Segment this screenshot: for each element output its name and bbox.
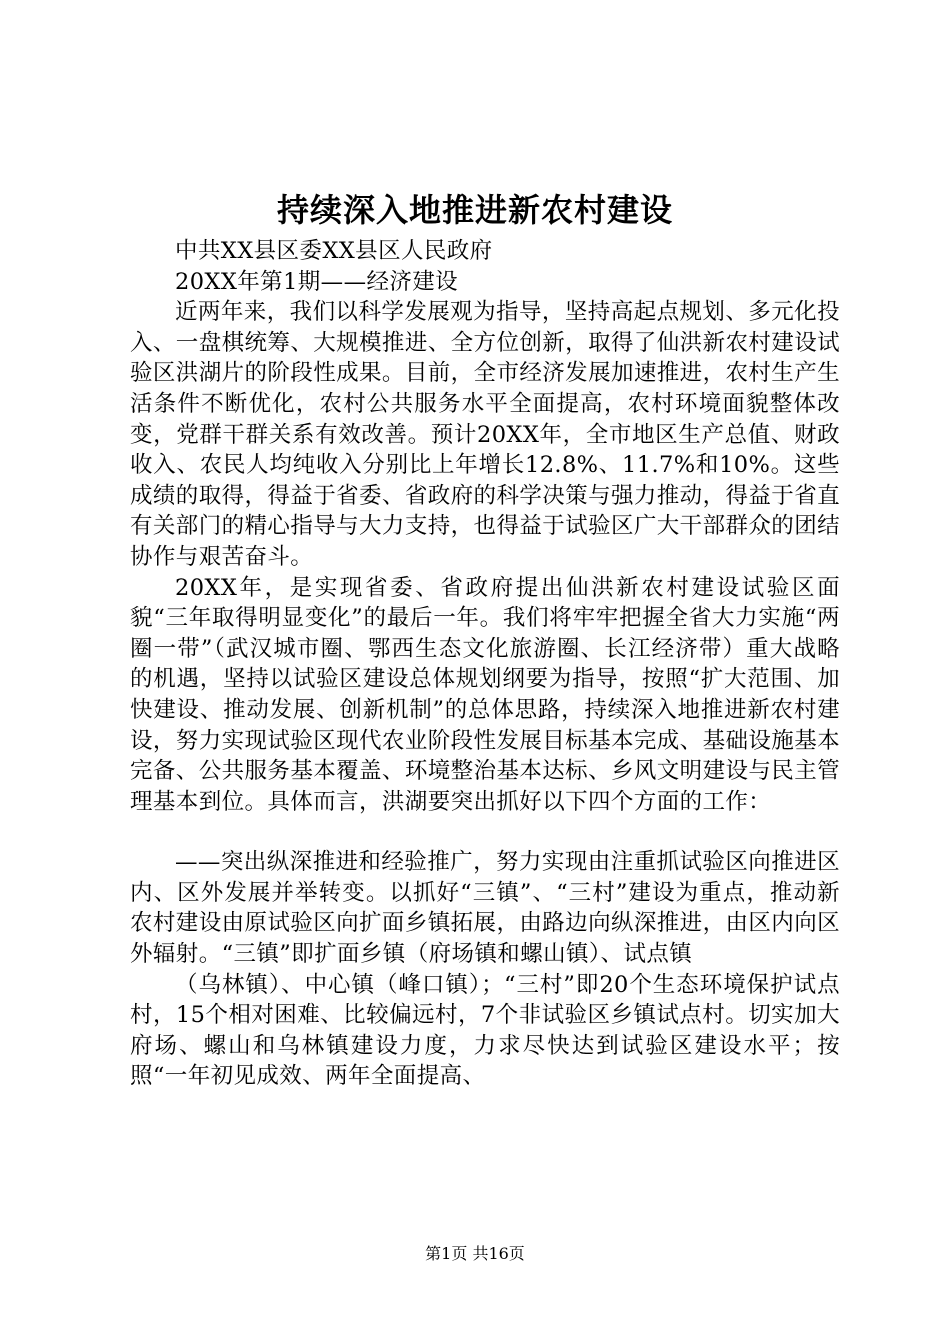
issue-line: 20XX年第1期——经济建设 — [175, 268, 459, 295]
document-body — [130, 236, 840, 1092]
body-paragraph: ——突出纵深推进和经验推广，努力实现由注重抓试验区向推进区内、区外发展并举转变。以抓好“三镇”、“三村”建设为重点，推动新农村建设由原试验区向扩面乡镇拓展，由路边向纵深推进，由区内向区外辐射。“三镇”即扩面乡镇（府场镇和螺山镇）、试点镇 — [130, 849, 840, 968]
body-paragraph: 近两年来，我们以科学发展观为指导，坚持高起点规划、多元化投入、一盘棋统筹、大规模推进、全方位创新，取得了仙洪新农村建设试验区洪湖片的阶段性成果。目前，全市经济发展加速推进，农村生产生活条件不断优化，农村公共服务水平全面提高，农村环境面貌整体改变，党群干群关系有效改善。预计20XX年，全市地区生产总值、财政收入、农民人均纯收入分别比上年增长12.8%、11.7%和10%。这些成绩的取得，得益于省委、省政府的科学决策与强力推动，得益于省直有关部门的精心指导与大力支持，也得益于试验区广大干部群众的团结协作与艰苦奋斗。 — [130, 299, 840, 570]
body-paragraph: 20XX年，是实现省委、省政府提出仙洪新农村建设试验区面貌“三年取得明显变化”的最后一年。我们将牢牢把握全省大力实施“两圈一带”（武汉城市圈、鄂西生态文化旅游圈、长江经济带）重大战略的机遇，坚持以试验区建设总体规划纲要为指导，按照“扩大范围、加快建设、推动发展、创新机制”的总体思路，持续深入地推进新农村建设，努力实现试验区现代农业阶段性发展目标基本完成、基础设施基本完备、公共服务基本覆盖、环境整治基本达标、乡风文明建设与民主管理基本到位。具体而言，洪湖要突出抓好以下四个方面的工作： — [130, 574, 840, 815]
page-number: 第1页 共16页 — [425, 1244, 525, 1263]
issuer-line: 中共XX县区委XX县区人民政府 — [175, 238, 493, 264]
body-paragraph: （乌林镇）、中心镇（峰口镇）；“三村”即20个生态环境保护试点村，15个相对困难、比较偏远村，7个非试验区乡镇试点村。切实加大府场、螺山和乌林镇建设力度，力求尽快达到试验区建设水平；按照“一年初见成效、两年全面提高、 — [130, 971, 840, 1090]
document-title: 持续深入地推进新农村建设 — [276, 191, 673, 229]
